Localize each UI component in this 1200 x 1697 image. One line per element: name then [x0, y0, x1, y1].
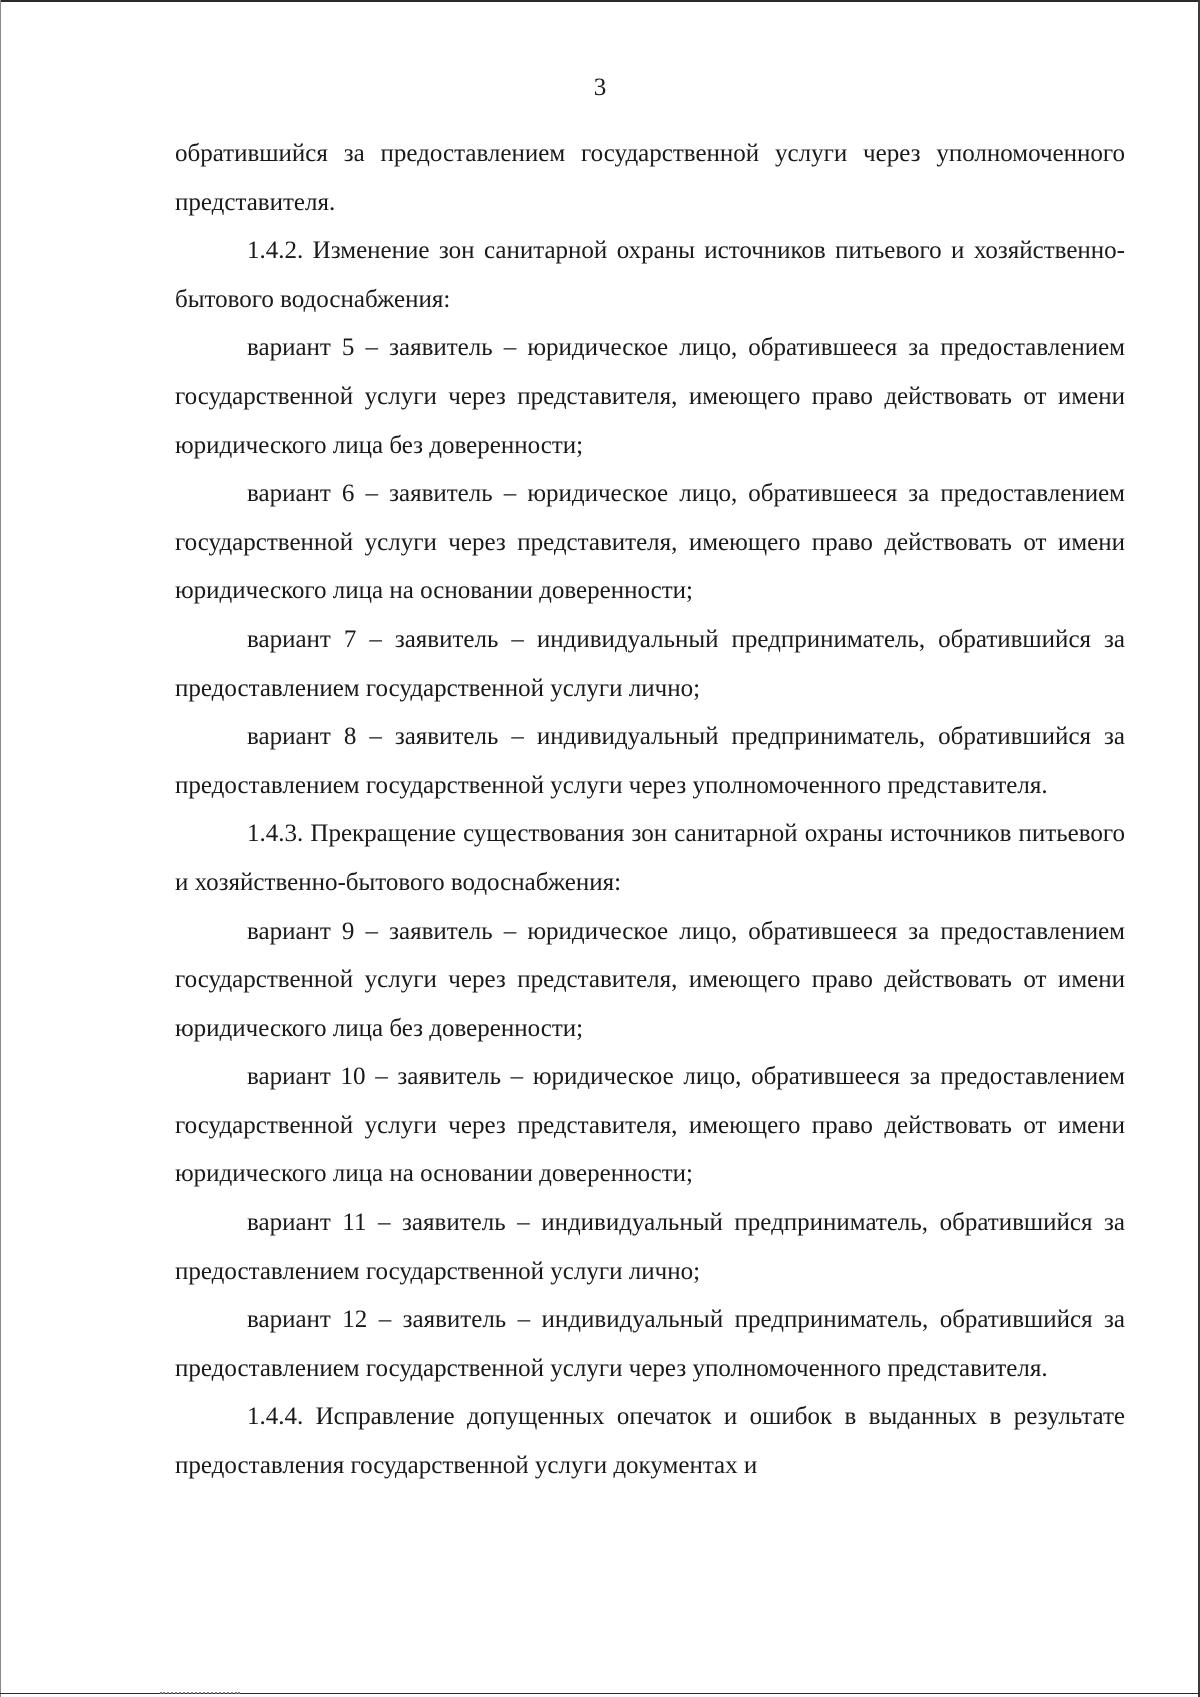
scan-border-left	[0, 0, 1, 1697]
paragraph-variant-8: вариант 8 – заявитель – индивидуальный предприниматель, обратившийся за предоставлением государственной услуги через уполномоченного представителя.	[175, 723, 1125, 799]
page-number: 3	[593, 74, 607, 101]
paragraph-variant-12: вариант 12 – заявитель – индивидуальный предприниматель, обратившийся за предоставлением государственной услуги через уполномоченного представителя.	[175, 1306, 1125, 1382]
paragraph-variant-9: вариант 9 – заявитель – юридическое лицо, обратившееся за предоставлением государственной услуги через представителя, имеющего право действовать от имени юридического лица без доверенности;	[175, 917, 1125, 1042]
paragraph-variant-11: вариант 11 – заявитель – индивидуальный предприниматель, обратившийся за предоставлением государственной услуги лично;	[175, 1209, 1125, 1285]
paragraph-section-1-4-3: 1.4.3. Прекращение существования зон санитарной охраны источников питьевого и хозяйственно-бытового водоснабжения:	[175, 820, 1125, 896]
paragraph-variant-5: вариант 5 – заявитель – юридическое лицо, обратившееся за предоставлением государственной услуги через представителя, имеющего право действовать от имени юридического лица без доверенности;	[175, 334, 1125, 459]
paragraph-section-1-4-2: 1.4.2. Изменение зон санитарной охраны источников питьевого и хозяйственно-бытового водоснабжения:	[175, 237, 1125, 313]
paragraph-variant-7: вариант 7 – заявитель – индивидуальный предприниматель, обратившийся за предоставлением государственной услуги лично;	[175, 625, 1125, 702]
paragraph-continuation: обратившийся за предоставлением государственной услуги через уполномоченного представителя.	[175, 140, 1125, 216]
paragraph-variant-10: вариант 10 – заявитель – юридическое лицо, обратившееся за предоставлением государственной услуги через представителя, имеющего право действовать от имени юридического лица на основании доверенности;	[175, 1063, 1125, 1188]
scan-artifact	[160, 1692, 240, 1697]
scan-border-top	[0, 0, 1200, 2]
paragraph-variant-6: вариант 6 – заявитель – юридическое лицо, обратившееся за предоставлением государственной услуги через представителя, имеющего право действовать от имени юридического лица на основании доверенности;	[175, 480, 1125, 605]
document-body	[175, 130, 1125, 1491]
paragraph-section-1-4-4: 1.4.4. Исправление допущенных опечаток и ошибок в выданных в результате предоставления государственной услуги документах и	[175, 1403, 1125, 1480]
